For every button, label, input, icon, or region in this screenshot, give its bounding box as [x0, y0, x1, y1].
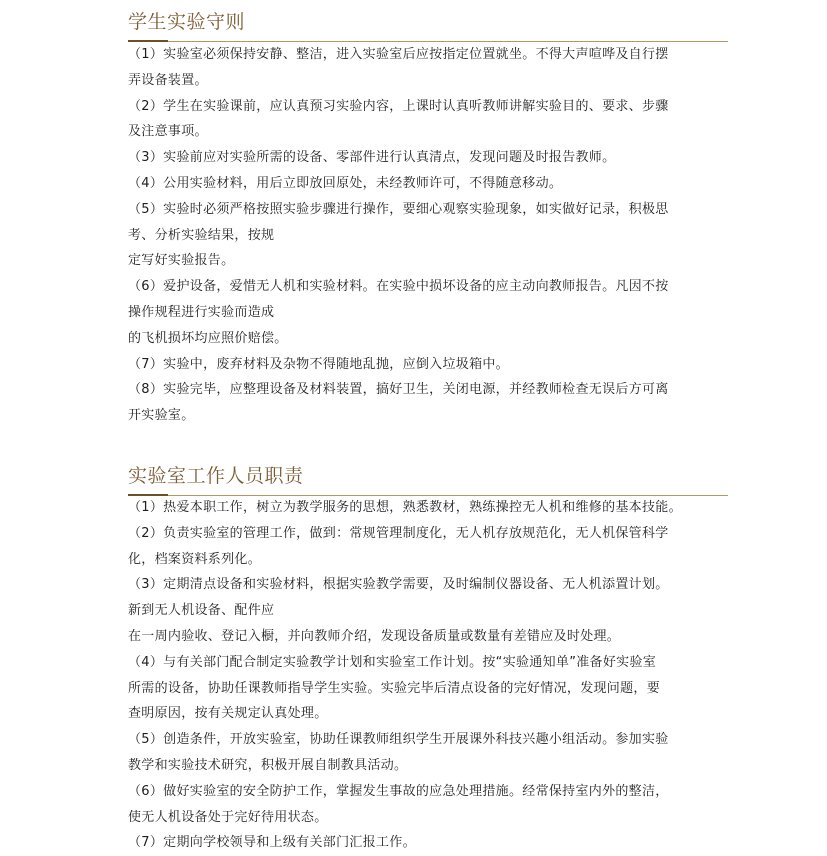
- text-line: （7）实验中，废弃材料及杂物不得随地乱抛，应倒入垃圾箱中。: [128, 356, 509, 372]
- text-line: （6）爱护设备，爱惜无人机和实验材料。在实验中损坏设备的应主动向教师报告。凡因不按: [128, 279, 669, 295]
- text-line: 的飞机损坏均应照价赔偿。: [128, 330, 288, 346]
- text-line: 化，档案资料系列化。: [128, 551, 262, 567]
- text-line: 使无人机设备处于完好待用状态。: [128, 809, 328, 825]
- text-line: （4）公用实验材料，用后立即放回原处，未经教师许可，不得随意移动。: [128, 175, 563, 191]
- staff-duties-section: [128, 462, 728, 851]
- text-line: （5）创造条件，开放实验室，协助任课教师组织学生开展课外科技兴趣小组活动。参加实验: [128, 732, 669, 748]
- section-title: 实验室工作人员职责: [128, 465, 304, 487]
- text-line: （5）实验时必须严格按照实验步骤进行操作，要细心观察实验现象，如实做好记录，积极思: [128, 201, 669, 217]
- duties-text: [128, 495, 728, 856]
- text-line: （2）负责实验室的管理工作，做到：常规管理制度化，无人机存放规范化，无人机保管科学: [128, 525, 669, 541]
- text-line: 开实验室。: [128, 408, 195, 424]
- text-line: （6）做好实验室的安全防护工作，掌握发生事故的应急处理措施。经常保持室内外的整洁，: [128, 783, 669, 799]
- text-line: 操作规程进行实验而造成: [128, 304, 275, 320]
- text-line: （3）定期清点设备和实验材料，根据实验教学需要，及时编制仪器设备、无人机添置计划。: [128, 577, 669, 593]
- rules-text: [128, 42, 728, 429]
- student-rules-section: [128, 8, 728, 424]
- section-title: 学生实验守则: [128, 11, 246, 33]
- text-line: 查明原因，按有关规定认真处理。: [128, 706, 328, 722]
- text-line: 教学和实验技术研究，积极开展自制教具活动。: [128, 757, 408, 773]
- text-line: （3）实验前应对实验所需的设备、零部件进行认真清点，发现问题及时报告教师。: [128, 150, 616, 166]
- text-line: 考、分析实验结果，按规: [128, 227, 275, 243]
- text-line: （8）实验完毕，应整理设备及材料装置，搞好卫生，关闭电源，并经教师检查无误后方可离: [128, 382, 669, 398]
- text-line: （2）学生在实验课前，应认真预习实验内容，上课时认真听教师讲解实验目的、要求、步骤: [128, 98, 669, 114]
- text-line: 所需的设备，协助任课教师指导学生实验。实验完毕后清点设备的完好情况，发现问题，要: [128, 680, 661, 696]
- text-line: （4）与有关部门配合制定实验教学计划和实验室工作计划。按“实验通知单”准备好实验室: [128, 654, 657, 670]
- text-line: 弄设备装置。: [128, 72, 208, 88]
- text-line: 定写好实验报告。: [128, 253, 235, 269]
- text-line: （7）定期向学校领导和上级有关部门汇报工作。: [128, 835, 416, 851]
- text-line: 在一周内验收、登记入橱，并向教师介绍，发现设备质量或数量有差错应及时处理。: [128, 628, 621, 644]
- text-line: （1）实验室必须保持安静、整洁，进入实验室后应按指定位置就坐。不得大声喧哗及自行摆: [128, 47, 669, 62]
- text-line: 新到无人机设备、配件应: [128, 603, 275, 619]
- text-line: （1）热爱本职工作，树立为教学服务的思想，熟悉教材，熟练操控无人机和维修的基本技能。: [128, 500, 682, 515]
- text-line: 及注意事项。: [128, 124, 208, 140]
